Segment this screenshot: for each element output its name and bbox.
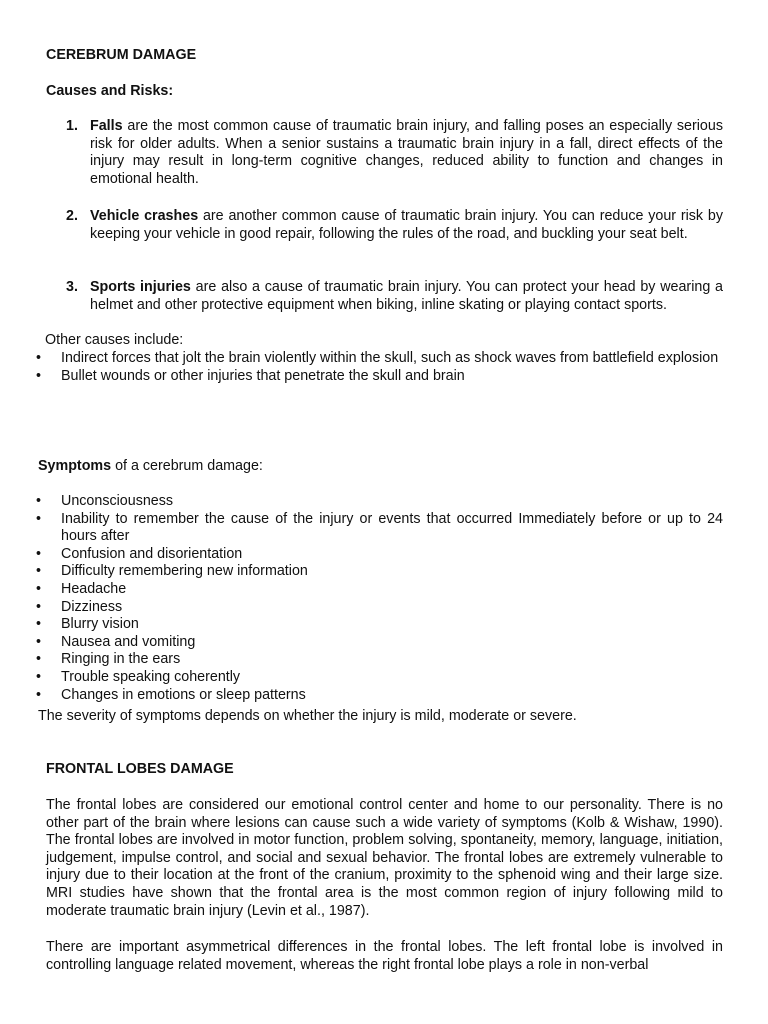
causes-heading: Causes and Risks: bbox=[46, 83, 174, 99]
other-causes-list bbox=[36, 350, 723, 385]
cause-keyword: Falls bbox=[90, 118, 123, 134]
symptoms-keyword: Symptoms bbox=[38, 458, 112, 474]
list-item: • Trouble speaking coherently bbox=[36, 668, 241, 685]
cause-number: 2. bbox=[66, 208, 78, 224]
cause-item-sports bbox=[66, 279, 723, 314]
cerebrum-title: CEREBRUM DAMAGE bbox=[46, 47, 197, 63]
bullet-icon: • bbox=[36, 563, 42, 580]
symptoms-heading bbox=[38, 458, 263, 476]
list-item: • Difficulty remembering new information bbox=[36, 563, 308, 580]
bullet-icon: • bbox=[36, 493, 42, 509]
bullet-icon: • bbox=[36, 686, 42, 703]
cause-number: 3. bbox=[66, 279, 78, 295]
cause-text: are another common cause of traumatic brain injury. You can reduce your risk by keeping your vehicle in good repair, following the rules of the road, and buckling your seat belt. bbox=[90, 208, 723, 242]
list-item: • Inability to remember the cause of the injury or events that occurred Immediately before or up to 24 hours after bbox=[36, 510, 723, 545]
bullet-icon: • bbox=[36, 510, 42, 527]
frontal-paragraph-1: The frontal lobes are considered our emotional control center and home to our personality. There is no other part of the brain where lesions can cause such a wide variety of symptoms (Kolb & Wishaw, 1990). The frontal lobes are involved in motor function, problem solving, spontaneity, memory, language, initiation, judgement, impulse control, and social and sexual behavior. The frontal lobes are extremely vulnerable to injury due to their location at the front of the cranium, proximity to the sphenoid wing and their large size. MRI studies have shown that the frontal area is the most common region of injury following mild to moderate traumatic brain injury (Levin et al., 1987). bbox=[46, 797, 723, 919]
list-item: • Changes in emotions or sleep patterns bbox=[36, 686, 306, 703]
frontal-title: FRONTAL LOBES DAMAGE bbox=[46, 761, 234, 777]
bullet-icon: • bbox=[36, 350, 42, 366]
bullet-icon: • bbox=[36, 633, 42, 650]
list-item: • Confusion and disorientation bbox=[36, 545, 243, 562]
severity-note: The severity of symptoms depends on whether the injury is mild, moderate or severe. bbox=[38, 708, 577, 724]
other-causes-label: Other causes include: bbox=[45, 332, 184, 348]
cause-keyword: Sports injuries bbox=[90, 279, 191, 295]
bullet-icon: • bbox=[36, 545, 42, 562]
list-item: • Unconsciousness bbox=[36, 493, 174, 509]
list-item: • Bullet wounds or other injuries that penetrate the skull and brain bbox=[36, 367, 465, 384]
list-item: • Dizziness bbox=[36, 598, 123, 615]
cause-text: are the most common cause of traumatic brain injury, and falling poses an especially serious risk for older adults. When a senior sustains a traumatic brain injury in a fall, direct effects of the injury may result in long-term cognitive changes, reduced ability to function and changes in emotional health. bbox=[90, 118, 723, 187]
bullet-icon: • bbox=[36, 598, 42, 615]
list-item: • Headache bbox=[36, 580, 127, 597]
bullet-icon: • bbox=[36, 668, 42, 685]
cause-text: are also a cause of traumatic brain injury. You can protect your head by wearing a helmet and other protective equipment when biking, inline skating or playing contact sports. bbox=[90, 279, 723, 313]
cause-item-falls bbox=[66, 118, 723, 188]
cause-item-vehicle bbox=[66, 208, 723, 243]
bullet-icon: • bbox=[36, 651, 42, 668]
frontal-paragraph-2: There are important asymmetrical differences in the frontal lobes. The left frontal lobe is involved in controlling language related movement, whereas the right frontal lobe plays a role in non-verbal bbox=[46, 939, 723, 973]
symptoms-label: of a cerebrum damage: bbox=[111, 458, 263, 474]
bullet-icon: • bbox=[36, 580, 42, 597]
symptoms-list bbox=[36, 493, 723, 704]
list-item: • Ringing in the ears bbox=[36, 651, 181, 668]
cause-number: 1. bbox=[66, 118, 78, 134]
list-item: • Indirect forces that jolt the brain violently within the skull, such as shock waves from battlefield explosion bbox=[36, 350, 719, 366]
bullet-icon: • bbox=[36, 367, 42, 384]
list-item: • Nausea and vomiting bbox=[36, 633, 196, 650]
list-item: • Blurry vision bbox=[36, 616, 139, 633]
bullet-icon: • bbox=[36, 616, 42, 633]
cause-keyword: Vehicle crashes bbox=[90, 208, 199, 224]
